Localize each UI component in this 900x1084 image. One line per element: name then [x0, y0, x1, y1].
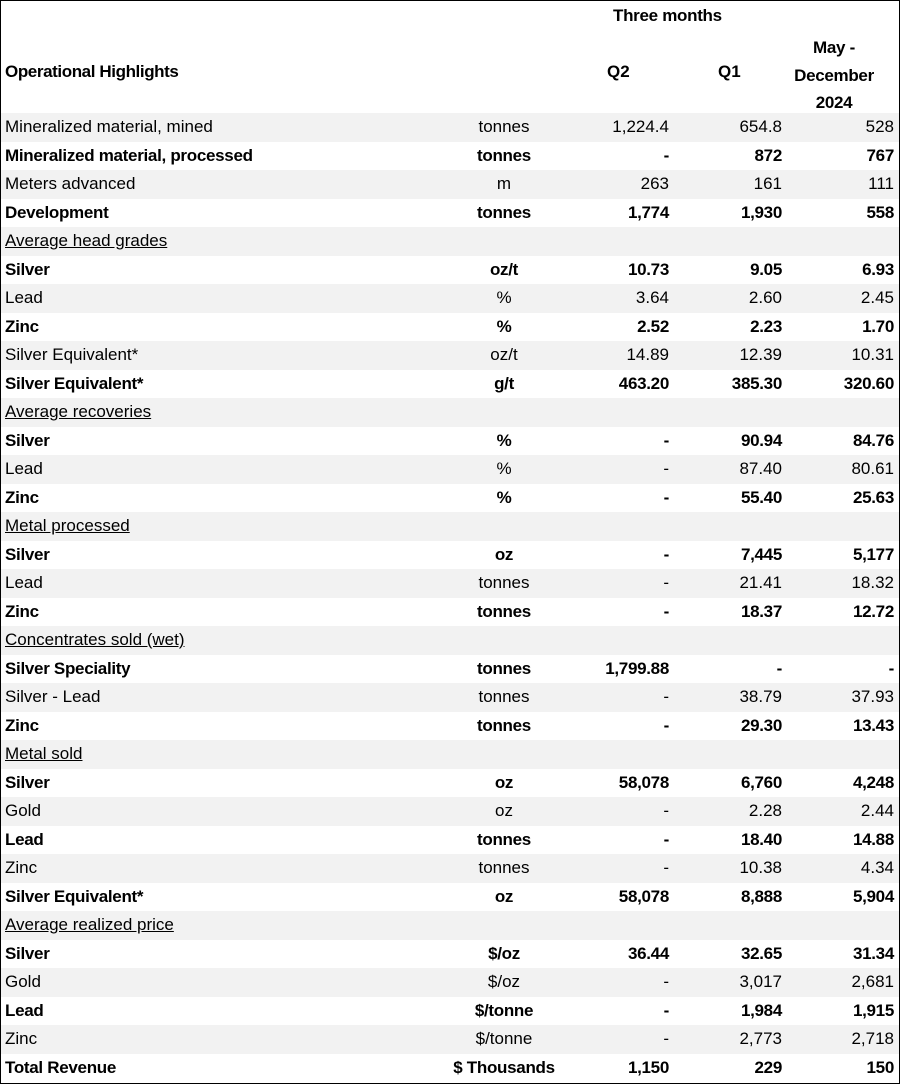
row-label: Development	[5, 202, 109, 222]
table-row	[1, 541, 899, 570]
cell-may-december-2024: 1,915	[852, 1000, 894, 1020]
cell-q2: 14.89	[626, 345, 669, 364]
section-header-row	[1, 626, 899, 655]
cell-may-december-2024: 10.31	[851, 345, 894, 364]
cell-may-december-2024: 25.63	[852, 487, 894, 507]
cell-q1: 385.30	[731, 373, 782, 393]
table-row	[1, 370, 899, 399]
cell-q1: 6,760	[740, 772, 782, 792]
table-body	[1, 113, 899, 1082]
row-unit: %	[496, 459, 512, 478]
cell-q2: 263	[640, 174, 669, 193]
row-unit: m	[496, 174, 512, 193]
cell-may-december-2024: 5,177	[852, 544, 894, 564]
cell-may-december-2024: 14.88	[852, 829, 894, 849]
cell-q2: -	[663, 972, 669, 991]
cell-may-december-2024: 80.61	[851, 459, 894, 478]
cell-may-december-2024: 2.45	[860, 288, 894, 307]
cell-q1: 654.8	[739, 117, 782, 136]
table-row	[1, 769, 899, 798]
row-label: Zinc	[5, 487, 39, 507]
table-row	[1, 712, 899, 741]
row-unit: $/tonne	[474, 1000, 534, 1020]
cell-q1: 10.38	[739, 858, 782, 877]
cell-may-december-2024: 150	[866, 1057, 894, 1077]
cell-may-december-2024: 31.34	[852, 943, 894, 963]
row-label: Zinc	[5, 601, 39, 621]
row-label: Silver	[5, 259, 50, 279]
cell-may-december-2024: 2,681	[851, 972, 894, 991]
cell-may-december-2024: 4,248	[852, 772, 894, 792]
cell-q1: 38.79	[739, 687, 782, 706]
cell-q2: -	[663, 544, 669, 564]
row-label: Lead	[5, 573, 43, 592]
table-row	[1, 683, 899, 712]
row-label: Lead	[5, 829, 44, 849]
table-row	[1, 256, 899, 285]
row-label: Zinc	[5, 1029, 38, 1048]
row-label: Zinc	[5, 316, 39, 336]
cell-q1: -	[776, 658, 782, 678]
table-row	[1, 1025, 899, 1054]
row-unit: oz/t	[490, 345, 518, 364]
table-row	[1, 199, 899, 228]
table-title: Operational Highlights	[5, 62, 179, 81]
cell-q1: 29.30	[740, 715, 782, 735]
row-label: Silver Equivalent*	[5, 345, 139, 364]
row-unit: %	[496, 487, 512, 507]
row-label: Lead	[5, 288, 43, 307]
row-unit: tonnes	[478, 687, 530, 706]
row-unit: $/oz	[488, 943, 520, 963]
section-header-row	[1, 398, 899, 427]
cell-may-december-2024: 767	[866, 145, 894, 165]
cell-q2: -	[663, 573, 669, 592]
col-header-q1: Q1	[718, 62, 741, 81]
table-row	[1, 341, 899, 370]
row-label: Gold	[5, 801, 41, 820]
row-unit: oz	[494, 772, 514, 792]
table-row	[1, 170, 899, 199]
table-row	[1, 854, 899, 883]
row-unit: tonnes	[478, 117, 530, 136]
cell-q1: 55.40	[740, 487, 782, 507]
row-unit: tonnes	[477, 145, 531, 165]
row-label: Silver	[5, 772, 50, 792]
row-unit: $/oz	[487, 972, 521, 991]
row-unit: oz/t	[489, 259, 519, 279]
cell-q2: -	[663, 1029, 669, 1048]
table-header	[1, 1, 899, 113]
row-unit: tonnes	[478, 858, 530, 877]
col-header-may-december-2024	[779, 34, 889, 117]
cell-may-december-2024: 4.34	[860, 858, 894, 877]
section-header-row	[1, 740, 899, 769]
cell-q2: 36.44	[627, 943, 669, 963]
cell-q2: 463.20	[618, 373, 669, 393]
table-row	[1, 569, 899, 598]
table-row	[1, 427, 899, 456]
cell-may-december-2024: 528	[865, 117, 894, 136]
cell-q2: 1,774	[627, 202, 669, 222]
row-unit: g/t	[494, 373, 514, 393]
row-label: Silver	[5, 544, 50, 564]
row-unit: tonnes	[477, 829, 531, 849]
cell-may-december-2024: 12.72	[852, 601, 894, 621]
row-unit: $ Thousands	[453, 1057, 555, 1077]
cell-q1: 1,930	[740, 202, 782, 222]
row-label: Average recoveries	[5, 402, 152, 421]
cell-q2: -	[663, 715, 669, 735]
table-row	[1, 883, 899, 912]
header-super-label: Three months	[613, 6, 722, 25]
row-label: Gold	[5, 972, 41, 991]
cell-q2: -	[663, 858, 669, 877]
row-unit: tonnes	[477, 715, 531, 735]
row-unit: oz	[495, 801, 513, 820]
cell-q2: 2.52	[637, 316, 669, 336]
cell-q2: 58,078	[618, 772, 669, 792]
cell-q2: -	[663, 430, 669, 450]
section-header-row	[1, 911, 899, 940]
cell-q1: 90.94	[740, 430, 782, 450]
table-row	[1, 313, 899, 342]
table-row	[1, 968, 899, 997]
table-row	[1, 284, 899, 313]
table-row	[1, 1054, 899, 1083]
cell-may-december-2024: 320.60	[843, 373, 894, 393]
cell-q1: 9.05	[750, 259, 782, 279]
col-header-q2: Q2	[607, 62, 630, 81]
table-row	[1, 113, 899, 142]
cell-may-december-2024: 84.76	[852, 430, 894, 450]
row-label: Lead	[5, 1000, 44, 1020]
cell-may-december-2024: 111	[868, 174, 894, 193]
cell-q1: 32.65	[740, 943, 782, 963]
cell-q1: 161	[753, 174, 782, 193]
col-header-range-line2: December	[794, 65, 874, 85]
section-header-row	[1, 512, 899, 541]
row-label: Total Revenue	[5, 1057, 117, 1077]
table-row	[1, 455, 899, 484]
cell-q1: 2.23	[750, 316, 782, 336]
cell-may-december-2024: 5,904	[852, 886, 894, 906]
col-header-range-line3: 2024	[815, 93, 853, 112]
row-unit: tonnes	[477, 202, 531, 222]
cell-q2: -	[663, 801, 669, 820]
row-unit: %	[496, 316, 512, 336]
cell-q2: -	[663, 459, 669, 478]
row-label: Zinc	[5, 715, 39, 735]
cell-may-december-2024: -	[888, 658, 894, 678]
cell-q2: -	[663, 487, 669, 507]
row-label: Mineralized material, mined	[5, 117, 213, 136]
row-label: Silver Equivalent*	[5, 886, 144, 906]
cell-q1: 18.40	[740, 829, 782, 849]
row-unit: oz	[494, 544, 514, 564]
cell-q2: -	[663, 687, 669, 706]
row-label: Silver	[5, 943, 50, 963]
cell-q2: 1,799.88	[605, 658, 669, 678]
cell-q1: 2.28	[748, 801, 782, 820]
cell-may-december-2024: 1.70	[862, 316, 894, 336]
row-label: Silver	[5, 430, 50, 450]
cell-may-december-2024: 37.93	[851, 687, 894, 706]
table-row	[1, 797, 899, 826]
cell-q1: 1,984	[740, 1000, 782, 1020]
cell-q2: 10.73	[627, 259, 669, 279]
row-label: Metal sold	[5, 744, 83, 763]
cell-q2: -	[663, 829, 669, 849]
cell-q2: 1,150	[627, 1057, 669, 1077]
cell-q2: -	[663, 1000, 669, 1020]
row-unit: oz	[494, 886, 514, 906]
row-unit: %	[496, 288, 512, 307]
row-label: Zinc	[5, 858, 38, 877]
cell-may-december-2024: 2,718	[851, 1029, 894, 1048]
cell-q1: 2.60	[748, 288, 782, 307]
cell-q2: 58,078	[618, 886, 669, 906]
cell-q1: 7,445	[740, 544, 782, 564]
cell-q1: 21.41	[739, 573, 782, 592]
table-row	[1, 997, 899, 1026]
cell-may-december-2024: 13.43	[852, 715, 894, 735]
row-label: Silver - Lead	[5, 687, 101, 706]
table-row	[1, 598, 899, 627]
cell-q1: 2,773	[739, 1029, 782, 1048]
row-unit: tonnes	[477, 658, 531, 678]
table-row	[1, 142, 899, 171]
table-row	[1, 484, 899, 513]
row-label: Average head grades	[5, 231, 168, 250]
cell-q1: 229	[754, 1057, 782, 1077]
row-label: Meters advanced	[5, 174, 136, 193]
col-header-range-line1: May -	[813, 38, 855, 57]
cell-q2: -	[663, 601, 669, 621]
cell-q1: 18.37	[740, 601, 782, 621]
cell-may-december-2024: 6.93	[862, 259, 894, 279]
cell-may-december-2024: 2.44	[860, 801, 894, 820]
row-unit: tonnes	[478, 573, 530, 592]
row-label: Lead	[5, 459, 43, 478]
cell-q1: 8,888	[740, 886, 782, 906]
row-unit: $/tonne	[475, 1029, 533, 1048]
row-label: Average realized price	[5, 915, 174, 934]
cell-q1: 87.40	[739, 459, 782, 478]
cell-may-december-2024: 558	[866, 202, 894, 222]
cell-q1: 872	[754, 145, 782, 165]
row-label: Mineralized material, processed	[5, 145, 253, 165]
row-label: Metal processed	[5, 516, 130, 535]
table-row	[1, 655, 899, 684]
cell-q1: 3,017	[739, 972, 782, 991]
section-header-row	[1, 227, 899, 256]
row-unit: %	[496, 430, 512, 450]
row-label: Concentrates sold (wet)	[5, 630, 185, 649]
row-label: Silver Equivalent*	[5, 373, 144, 393]
cell-q2: -	[663, 145, 669, 165]
row-unit: tonnes	[477, 601, 531, 621]
table-row	[1, 826, 899, 855]
cell-q1: 12.39	[739, 345, 782, 364]
table-row	[1, 940, 899, 969]
cell-q2: 1,224.4	[612, 117, 669, 136]
cell-may-december-2024: 18.32	[851, 573, 894, 592]
row-label: Silver Speciality	[5, 658, 131, 678]
cell-q2: 3.64	[635, 288, 669, 307]
